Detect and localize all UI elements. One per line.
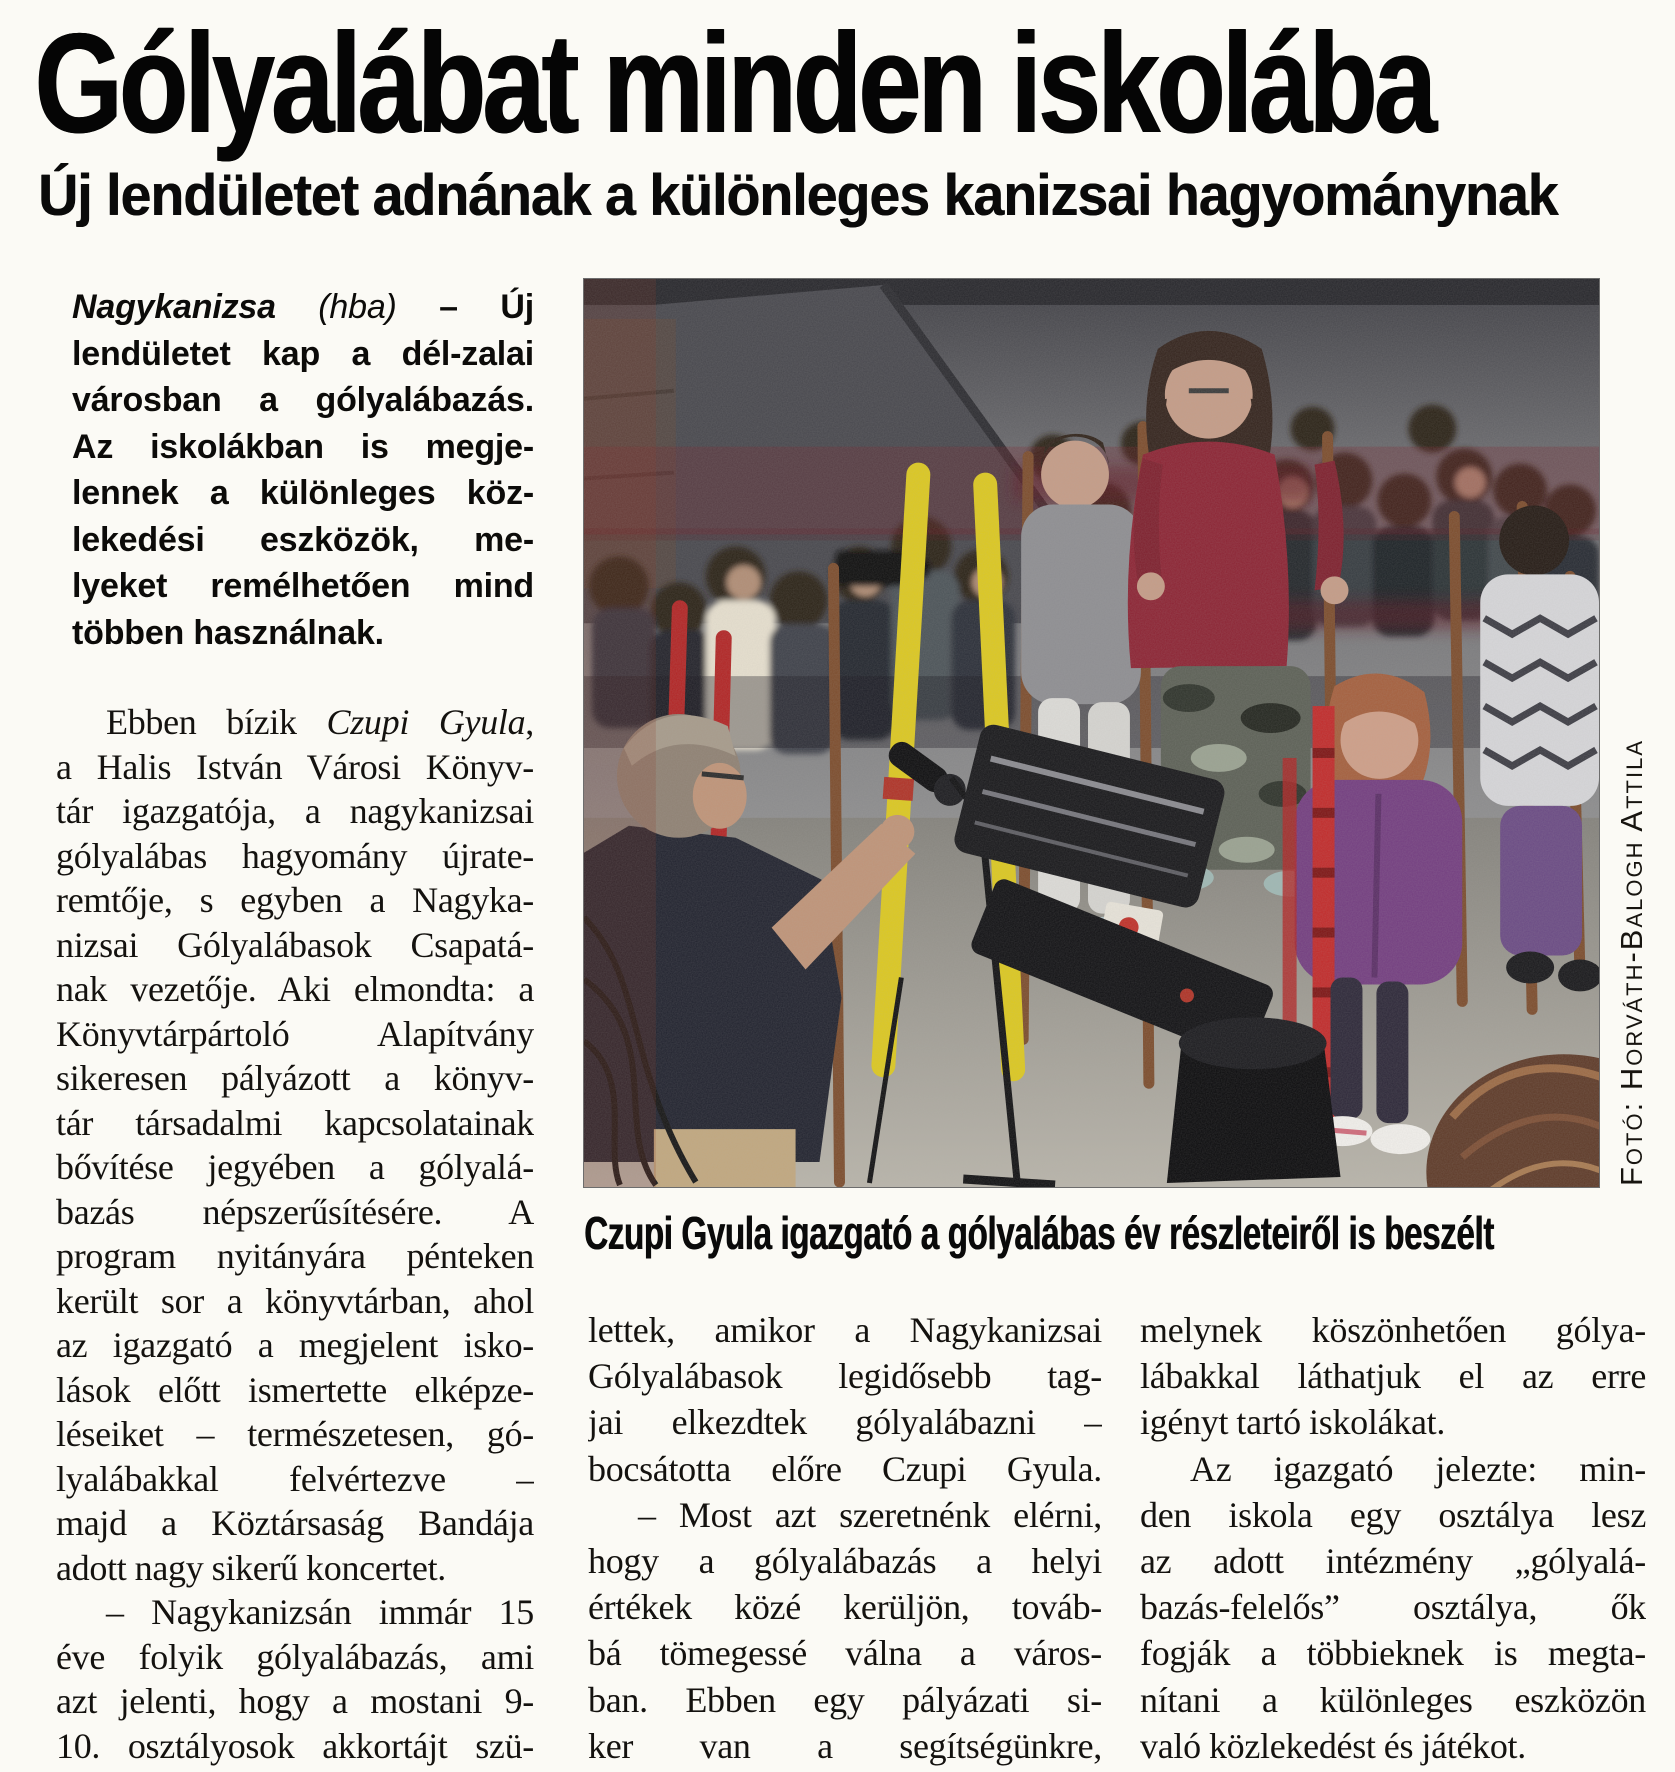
text-line: lyeket remélhetően mind (72, 567, 534, 605)
text-line (72, 284, 534, 331)
text-line: hogy a gólyalábazás a helyi (588, 1540, 1102, 1581)
body-text: , (525, 702, 534, 742)
text-line: adott nagy sikerű koncertet. (56, 1547, 446, 1588)
text-line: értékek közé kerüljön, továb- (588, 1587, 1102, 1628)
text-line: bazás-felelős” osztálya, ők (1140, 1587, 1646, 1628)
text-line: Gólyalábasok legidősebb tag- (588, 1356, 1102, 1397)
text-line: nítani a különleges eszközön (1140, 1679, 1646, 1720)
text-line: azt jelenti, hogy a mostani 9- (56, 1681, 534, 1721)
text-line: éve folyik gólyalábazás, ami (56, 1636, 534, 1677)
text-line: lendületet kap a dél-zalai (72, 334, 534, 373)
body-paragraph-1 (56, 700, 534, 1768)
text-line: többen használnak. (72, 613, 384, 652)
text-line: Az iskolákban is megje- (72, 427, 534, 466)
text-line: nak vezetője. Aki elmondta: a (56, 969, 534, 1009)
dateline-location: Nagykanizsa (72, 288, 319, 326)
text-line: lyalábakkal felvértezve – (56, 1458, 534, 1499)
text-line: az adott intézmény „gólyalá- (1140, 1540, 1646, 1581)
text-line: Az igazgató jelezte: min- (1190, 1448, 1646, 1489)
photo-caption (584, 1206, 1675, 1260)
text-line: az igazgató a megjelent isko- (56, 1325, 534, 1365)
text-line: a Halis István Városi Könyv- (56, 746, 534, 787)
byline-initials: (hba) (318, 288, 440, 326)
article-column-middle (588, 1308, 1102, 1770)
text-line: sikeresen pályázott a könyv- (56, 1058, 534, 1098)
text-line: nizsai Gólyalábasok Csapatá- (56, 924, 534, 965)
text-line (56, 700, 534, 745)
text-line: den iskola egy osztálya lesz (1140, 1494, 1646, 1535)
text-line: tár társadalmi kapcsolatainak (56, 1102, 534, 1143)
text-line: melynek köszönhetően gólya- (1140, 1310, 1646, 1350)
text-line: Könyvtárpártoló Alapítvány (56, 1013, 534, 1054)
text-line: jai elkezdtek gólyalábazni – (588, 1402, 1102, 1443)
text-line: majd a Köztársaság Bandája (56, 1503, 534, 1543)
text-line: igényt tartó iskolákat. (1140, 1402, 1446, 1443)
text-line: ban. Ebben egy pályázati si- (588, 1679, 1102, 1720)
text-line: került sor a könyvtárban, ahol (56, 1280, 534, 1321)
text-line: bővítése jegyében a gólyalá- (56, 1147, 534, 1187)
text-line: remtője, s egyben a Nagyka- (56, 880, 534, 920)
text-line: városban a gólyalábazás. (72, 381, 534, 419)
photo-caption-text: Czupi Gyula igazgató a gólyalábas év részleteiről is beszélt (584, 1207, 1494, 1259)
subheadline-text: Új lendületet adnának a különleges kanizsai hagyománynak (38, 163, 1558, 228)
photo-illustration (584, 279, 1599, 1187)
subheadline (38, 163, 1629, 228)
text-line: 10. osztályosok akkortájt szü- (56, 1725, 534, 1766)
text-line: fogják a többieknek is megta- (1140, 1633, 1646, 1674)
text-line: bá tömegessé válna a város- (588, 1633, 1102, 1674)
news-photo (583, 278, 1600, 1188)
text-line: léseiket – természetesen, gó- (56, 1414, 534, 1454)
headline (34, 4, 1675, 163)
photo-credit (1604, 278, 1660, 1186)
text-line: lekedési eszközök, me- (72, 520, 534, 559)
headline-text: Gólyalábat minden iskolába (34, 4, 1433, 163)
text-line: – Most azt szeretnénk elérni, (638, 1494, 1102, 1535)
lead-text: – Új (439, 288, 534, 326)
article-column-right (1140, 1308, 1646, 1770)
text-line: – Nagykanizsán immár 15 (106, 1592, 534, 1632)
text-line: program nyitányára pénteken (56, 1236, 534, 1276)
text-line: gólyalábas hagyomány újrate- (56, 835, 534, 876)
text-line: lennek a különleges köz- (72, 474, 534, 512)
lead-paragraph (56, 284, 534, 656)
text-line: tár igazgatója, a nagykanizsai (56, 791, 534, 831)
text-line: bazás népszerűsítésére. A (56, 1191, 534, 1232)
text-line: lások előtt ismertette elképze- (56, 1369, 534, 1410)
text-line: bocsátotta előre Czupi Gyula. (588, 1448, 1102, 1489)
text-line: való közlekedést és játékot. (1140, 1725, 1526, 1766)
article-column-left (56, 284, 534, 1768)
photo-credit-text: Fotó: Horváth-Balogh Attila (1614, 739, 1649, 1186)
body-text: Ebben bízik (106, 702, 327, 742)
person-name: Czupi Gyula (326, 702, 526, 742)
text-line: ker van a segítségünkre, (588, 1725, 1102, 1766)
text-line: lettek, amikor a Nagykanizsai (588, 1310, 1102, 1350)
text-line: lábakkal láthatjuk el az erre (1140, 1356, 1646, 1397)
